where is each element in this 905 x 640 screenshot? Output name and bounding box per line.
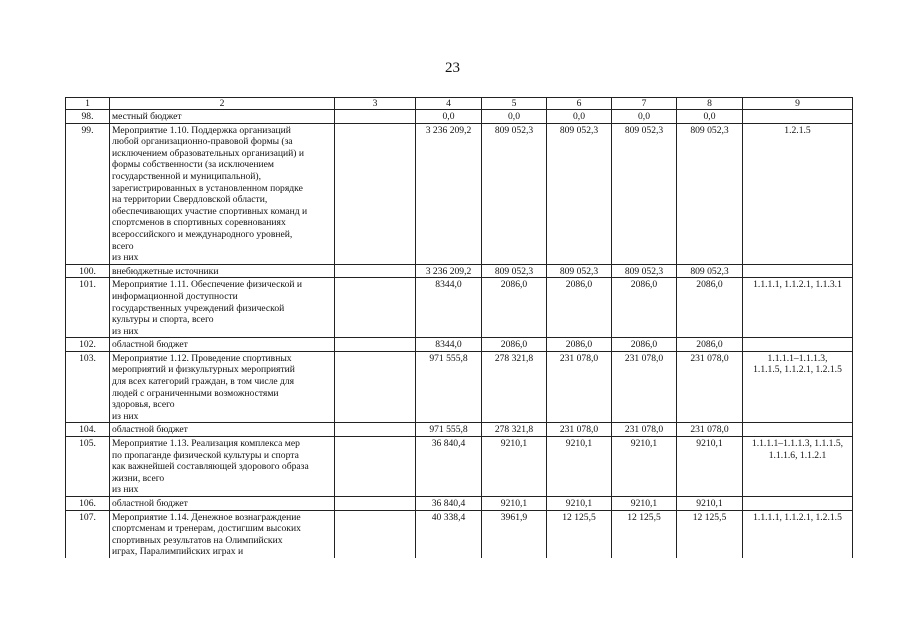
year-value: 0,0 bbox=[482, 110, 547, 124]
column-3-cell bbox=[335, 510, 416, 558]
row-title-line: на территории Свердловской области, bbox=[112, 194, 268, 206]
row-title-line: из них bbox=[112, 410, 139, 422]
row-title-line: всего bbox=[112, 240, 134, 252]
year-value: 2086,0 bbox=[677, 278, 743, 338]
table-row bbox=[66, 423, 853, 437]
year-value: 2086,0 bbox=[482, 338, 547, 352]
year-value: 231 078,0 bbox=[612, 423, 677, 437]
row-title-line: зарегистрированных в установленном порядке bbox=[112, 182, 303, 194]
table-row bbox=[66, 278, 853, 338]
total-value: 971 555,8 bbox=[416, 351, 482, 423]
year-value: 12 125,5 bbox=[677, 510, 743, 558]
year-value: 2086,0 bbox=[482, 278, 547, 338]
row-number: 103. bbox=[66, 351, 110, 423]
row-title-line: государственных учреждений физической bbox=[112, 302, 285, 314]
row-title bbox=[110, 338, 335, 352]
year-value: 278 321,8 bbox=[482, 351, 547, 423]
total-value: 971 555,8 bbox=[416, 423, 482, 437]
row-title bbox=[110, 437, 335, 497]
row-title-line: из них bbox=[112, 484, 139, 496]
target-indicators bbox=[743, 278, 853, 338]
column-header: 9 bbox=[743, 98, 853, 110]
column-3-cell bbox=[335, 264, 416, 278]
year-value: 809 052,3 bbox=[677, 264, 743, 278]
column-header: 1 bbox=[66, 98, 110, 110]
table-row bbox=[66, 264, 853, 278]
row-title-line: Мероприятие 1.11. Обеспечение физической и bbox=[112, 279, 303, 291]
target-indicator-line: 1.1.1.1–1.1.1.3, 1.1.1.5, bbox=[751, 438, 844, 450]
table-row bbox=[66, 338, 853, 352]
row-number: 101. bbox=[66, 278, 110, 338]
target-indicators bbox=[743, 423, 853, 437]
row-number: 104. bbox=[66, 423, 110, 437]
year-value: 12 125,5 bbox=[547, 510, 612, 558]
row-title-line: обеспечивающих участие спортивных команд и bbox=[112, 205, 308, 217]
year-value: 809 052,3 bbox=[677, 123, 743, 264]
target-indicator-line: 1.1.1.1, 1.1.2.1, 1.2.1.5 bbox=[753, 511, 842, 523]
row-title-line: информационной доступности bbox=[112, 290, 238, 302]
row-title-line: из них bbox=[112, 325, 139, 337]
year-value: 9210,1 bbox=[547, 497, 612, 511]
row-title-line: по пропаганде физической культуры и спорта bbox=[112, 449, 299, 461]
row-title-line: из них bbox=[112, 252, 139, 264]
row-number: 107. bbox=[66, 510, 110, 558]
year-value: 809 052,3 bbox=[547, 264, 612, 278]
column-3-cell bbox=[335, 110, 416, 124]
row-title-line: областной бюджет bbox=[112, 498, 188, 509]
year-value: 3961,9 bbox=[482, 510, 547, 558]
year-value: 2086,0 bbox=[612, 278, 677, 338]
column-3-cell bbox=[335, 278, 416, 338]
year-value: 231 078,0 bbox=[547, 351, 612, 423]
column-3-cell bbox=[335, 437, 416, 497]
column-header: 7 bbox=[612, 98, 677, 110]
page-number: 23 bbox=[445, 60, 460, 76]
target-indicators bbox=[743, 264, 853, 278]
row-title-line: спортивных результатов на Олимпийских bbox=[112, 534, 283, 546]
column-header: 5 bbox=[482, 98, 547, 110]
row-title-line: здоровья, всего bbox=[112, 399, 175, 411]
row-title bbox=[110, 497, 335, 511]
year-value: 0,0 bbox=[677, 110, 743, 124]
header-row bbox=[66, 98, 853, 110]
table-row bbox=[66, 510, 853, 558]
budget-table bbox=[65, 97, 853, 558]
year-value: 231 078,0 bbox=[612, 351, 677, 423]
row-title bbox=[110, 423, 335, 437]
year-value: 9210,1 bbox=[677, 437, 743, 497]
year-value: 809 052,3 bbox=[482, 123, 547, 264]
target-indicators bbox=[743, 338, 853, 352]
year-value: 12 125,5 bbox=[612, 510, 677, 558]
total-value: 3 236 209,2 bbox=[416, 123, 482, 264]
year-value: 0,0 bbox=[547, 110, 612, 124]
row-title-line: формы собственности (за исключением bbox=[112, 159, 274, 171]
row-title bbox=[110, 510, 335, 558]
row-title-line: Мероприятие 1.14. Денежное вознаграждение bbox=[112, 511, 301, 523]
total-value: 36 840,4 bbox=[416, 497, 482, 511]
total-value: 3 236 209,2 bbox=[416, 264, 482, 278]
row-title-line: мероприятий и физкультурных мероприятий bbox=[112, 364, 295, 376]
row-title-line: жизни, всего bbox=[112, 472, 165, 484]
column-header: 4 bbox=[416, 98, 482, 110]
row-number: 106. bbox=[66, 497, 110, 511]
year-value: 231 078,0 bbox=[677, 351, 743, 423]
row-title bbox=[110, 110, 335, 124]
year-value: 9210,1 bbox=[482, 497, 547, 511]
year-value: 231 078,0 bbox=[547, 423, 612, 437]
row-number: 99. bbox=[66, 123, 110, 264]
year-value: 2086,0 bbox=[677, 338, 743, 352]
row-title-line: любой организационно-правовой формы (за bbox=[112, 136, 293, 148]
target-indicators bbox=[743, 351, 853, 423]
row-title bbox=[110, 351, 335, 423]
row-title-line: Мероприятие 1.13. Реализация комплекса мер bbox=[112, 438, 300, 450]
target-indicators bbox=[743, 110, 853, 124]
year-value: 809 052,3 bbox=[612, 123, 677, 264]
year-value: 9210,1 bbox=[677, 497, 743, 511]
row-title-line: культуры и спорта, всего bbox=[112, 314, 214, 326]
year-value: 809 052,3 bbox=[612, 264, 677, 278]
row-title-line: исключением образовательных организаций) и bbox=[112, 147, 305, 159]
year-value: 809 052,3 bbox=[482, 264, 547, 278]
row-title-line: государственной и муниципальной), bbox=[112, 170, 262, 182]
table-row bbox=[66, 497, 853, 511]
row-title-line: внебюджетные источники bbox=[112, 265, 219, 277]
column-3-cell bbox=[335, 338, 416, 352]
row-title-line: областной бюджет bbox=[112, 339, 188, 351]
row-title-line: для всех категорий граждан, в том числе для bbox=[112, 376, 295, 388]
row-title-line: Мероприятие 1.12. Проведение спортивных bbox=[112, 352, 292, 364]
row-number: 100. bbox=[66, 264, 110, 278]
year-value: 231 078,0 bbox=[677, 423, 743, 437]
row-title bbox=[110, 264, 335, 278]
total-value: 8344,0 bbox=[416, 338, 482, 352]
total-value: 0,0 bbox=[416, 110, 482, 124]
row-title-line: спортсменам и тренерам, достигшим высоких bbox=[112, 523, 301, 535]
target-indicators bbox=[743, 437, 853, 497]
target-indicators bbox=[743, 497, 853, 511]
row-title-line: всероссийского и международного уровней, bbox=[112, 228, 293, 240]
column-3-cell bbox=[335, 497, 416, 511]
year-value: 9210,1 bbox=[612, 497, 677, 511]
table-body bbox=[66, 98, 853, 558]
column-header: 6 bbox=[547, 98, 612, 110]
year-value: 278 321,8 bbox=[482, 423, 547, 437]
table-row bbox=[66, 110, 853, 124]
year-value: 9210,1 bbox=[612, 437, 677, 497]
row-title-line: местный бюджет bbox=[112, 111, 182, 122]
year-value: 9210,1 bbox=[547, 437, 612, 497]
column-3-cell bbox=[335, 123, 416, 264]
target-indicators bbox=[743, 123, 853, 264]
year-value: 2086,0 bbox=[547, 278, 612, 338]
row-title-line: играх, Паралимпийских играх и bbox=[112, 546, 244, 558]
row-title-line: людей с ограниченными возможностями bbox=[112, 387, 279, 399]
row-title bbox=[110, 123, 335, 264]
column-3-cell bbox=[335, 351, 416, 423]
table-row bbox=[66, 437, 853, 497]
target-indicators bbox=[743, 510, 853, 558]
year-value: 809 052,3 bbox=[547, 123, 612, 264]
target-indicator-line: 1.2.1.5 bbox=[784, 124, 811, 136]
total-value: 8344,0 bbox=[416, 278, 482, 338]
row-title-line: как важнейшей составляющей здорового образа bbox=[112, 461, 309, 473]
total-value: 40 338,4 bbox=[416, 510, 482, 558]
column-3-cell bbox=[335, 423, 416, 437]
target-indicator-line: 1.1.1.1–1.1.1.3, bbox=[767, 352, 828, 364]
total-value: 36 840,4 bbox=[416, 437, 482, 497]
target-indicator-line: 1.1.1.5, 1.1.2.1, 1.2.1.5 bbox=[753, 364, 842, 376]
target-indicator-line: 1.1.1.6, 1.1.2.1 bbox=[768, 449, 827, 461]
year-value: 2086,0 bbox=[612, 338, 677, 352]
row-number: 98. bbox=[66, 110, 110, 124]
column-header: 8 bbox=[677, 98, 743, 110]
row-number: 102. bbox=[66, 338, 110, 352]
year-value: 9210,1 bbox=[482, 437, 547, 497]
row-title-line: спортсменов в спортивных соревнованиях bbox=[112, 217, 286, 229]
year-value: 2086,0 bbox=[547, 338, 612, 352]
row-title-line: Мероприятие 1.10. Поддержка организаций bbox=[112, 124, 291, 136]
row-number: 105. bbox=[66, 437, 110, 497]
column-header: 3 bbox=[335, 98, 416, 110]
column-header: 2 bbox=[110, 98, 335, 110]
row-title-line: областной бюджет bbox=[112, 424, 188, 436]
target-indicator-line: 1.1.1.1, 1.1.2.1, 1.1.3.1 bbox=[753, 279, 842, 291]
table-row bbox=[66, 351, 853, 423]
table-row bbox=[66, 123, 853, 264]
year-value: 0,0 bbox=[612, 110, 677, 124]
row-title bbox=[110, 278, 335, 338]
